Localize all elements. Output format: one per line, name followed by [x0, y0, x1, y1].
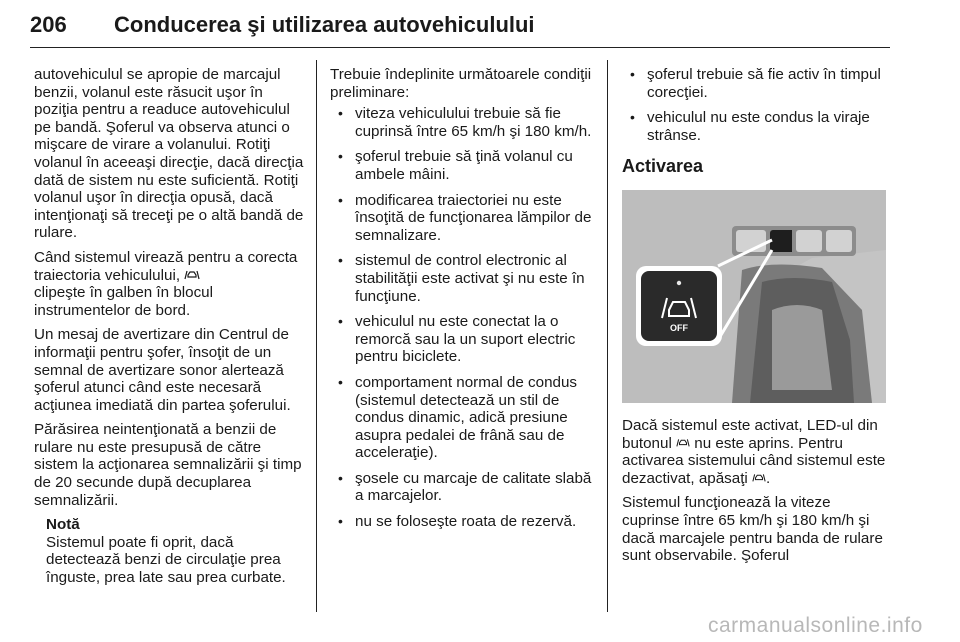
list-item	[330, 252, 596, 305]
column-divider-2	[607, 60, 608, 612]
bullet-icon: •	[338, 105, 343, 122]
paragraph	[622, 417, 892, 487]
bullet-icon: •	[338, 469, 343, 486]
list-item	[330, 313, 596, 366]
list-item-text: viteza vehiculului trebuie să fie cuprinsă între 65 km/h şi 180 km/h.	[355, 105, 592, 140]
console-figure	[622, 190, 886, 403]
paragraph: autovehiculul se apropie de marcajul benzii, volanul este răsucit uşor în poziţia pentru a readuce autovehiculul pe bandă. Şoferul va observa atunci o mişcare de virare a volanului. Rotiţi volanul în aceeaşi direcţie, dacă direcţia dată de sistem nu este suficientă. Rotiţi volanul uşor în direcţia opusă, dacă intenţionaţi să treceţi pe o altă bandă de rulare.	[34, 66, 304, 242]
paragraph: Un mesaj de avertizare din Centrul de informaţii pentru şofer, însoţit de un semnal de avertizare sonor alertează şoferul atunci când este necesară acţiunea imediată din partea şoferului.	[34, 326, 291, 414]
note-block	[34, 516, 306, 586]
bullet-icon: •	[338, 252, 343, 269]
list-item	[330, 105, 596, 140]
column-divider-1	[316, 60, 317, 612]
list-item-text: şosele cu marcaje de calitate slabă a marcajelor.	[355, 469, 592, 505]
paragraph-text: nu este aprins. Pentru activarea sistemului când sistemul este dezactivat, apăsaţi	[622, 434, 886, 487]
list-item-text: vehiculul nu este conectat la o remorcă sau la un suport electric pentru biciclete.	[355, 313, 576, 366]
paragraph	[34, 249, 306, 319]
bullet-icon: •	[338, 191, 343, 208]
list-item-text: sistemul de control electronic al stabilităţii este activat şi nu este în funcţiune.	[355, 252, 585, 305]
paragraph: Părăsirea neintenţionată a benzii de rulare nu este presupusă de către sistem la acţionarea semnalizării şi timp de 20 secunde după decuplarea semnalizării.	[34, 421, 302, 509]
list-item	[330, 148, 596, 183]
conditions-list-cont	[622, 66, 892, 144]
column-1	[34, 66, 306, 587]
bullet-icon: •	[630, 109, 635, 126]
bullet-icon: •	[338, 373, 343, 390]
page-title: Conducerea şi utilizarea autovehiculului	[114, 12, 535, 37]
note-title: Notă	[46, 516, 80, 534]
header-rule	[30, 47, 890, 48]
bullet-icon: •	[630, 66, 635, 82]
list-item-text: comportament normal de condus (sistemul detectează un stil de condus dinamic, adică presiune asupra pedalei de frână sau de acceleraţie).	[355, 373, 578, 462]
bullet-icon: •	[338, 513, 343, 530]
list-item-text: nu se foloseşte roata de rezervă.	[355, 513, 577, 531]
column-3	[622, 66, 892, 572]
paragraph-text: .	[766, 469, 771, 487]
paragraph-text: clipeşte în galben în blocul instrumentelor de bord.	[34, 284, 213, 319]
lane-keep-assist-icon	[752, 470, 766, 488]
paragraph: Trebuie îndeplinite următoarele condiţii preliminare:	[330, 66, 592, 101]
paragraph: Sistemul funcţionează la viteze cuprinse între 65 km/h şi 180 km/h şi dacă marcajele pentru banda de rulare sunt observabile. Şoferul	[622, 494, 883, 565]
page-number: 206	[30, 12, 67, 37]
list-item	[622, 109, 892, 144]
list-item	[330, 470, 596, 505]
column-2	[330, 66, 596, 539]
list-item-text: vehiculul nu este condus la viraje strânse.	[647, 109, 870, 144]
lane-keep-assist-icon	[184, 267, 200, 285]
list-item-text: şoferul trebuie să ţină volanul cu ambele mâini.	[355, 148, 573, 183]
list-item-text: modificarea traiectoriei nu este însoţită de funcţionarea lămpilor de semnalizare.	[355, 191, 592, 244]
note-text: Sistemul poate fi oprit, dacă detectează benzi de circulaţie prea înguste, prea late sau prea curbate.	[46, 533, 286, 587]
conditions-list	[330, 105, 596, 530]
watermark: carmanualsonline.info	[708, 614, 923, 637]
list-item	[330, 513, 596, 531]
list-item	[622, 66, 892, 101]
off-button-label: OFF	[670, 322, 688, 333]
lane-keep-assist-icon	[676, 435, 690, 453]
paragraph-text: Dacă sistemul este activat, LED-ul din butonul	[622, 416, 878, 452]
list-item-text: şoferul trebuie să fie activ în timpul corecţiei.	[647, 66, 881, 101]
section-title: Activarea	[622, 156, 704, 177]
bullet-icon: •	[338, 313, 343, 330]
list-item	[330, 374, 596, 462]
page-header	[30, 6, 890, 46]
bullet-icon: •	[338, 148, 343, 165]
list-item	[330, 192, 596, 245]
paragraph-text: Când sistemul virează pentru a corecta traiectoria vehiculului,	[34, 248, 298, 284]
